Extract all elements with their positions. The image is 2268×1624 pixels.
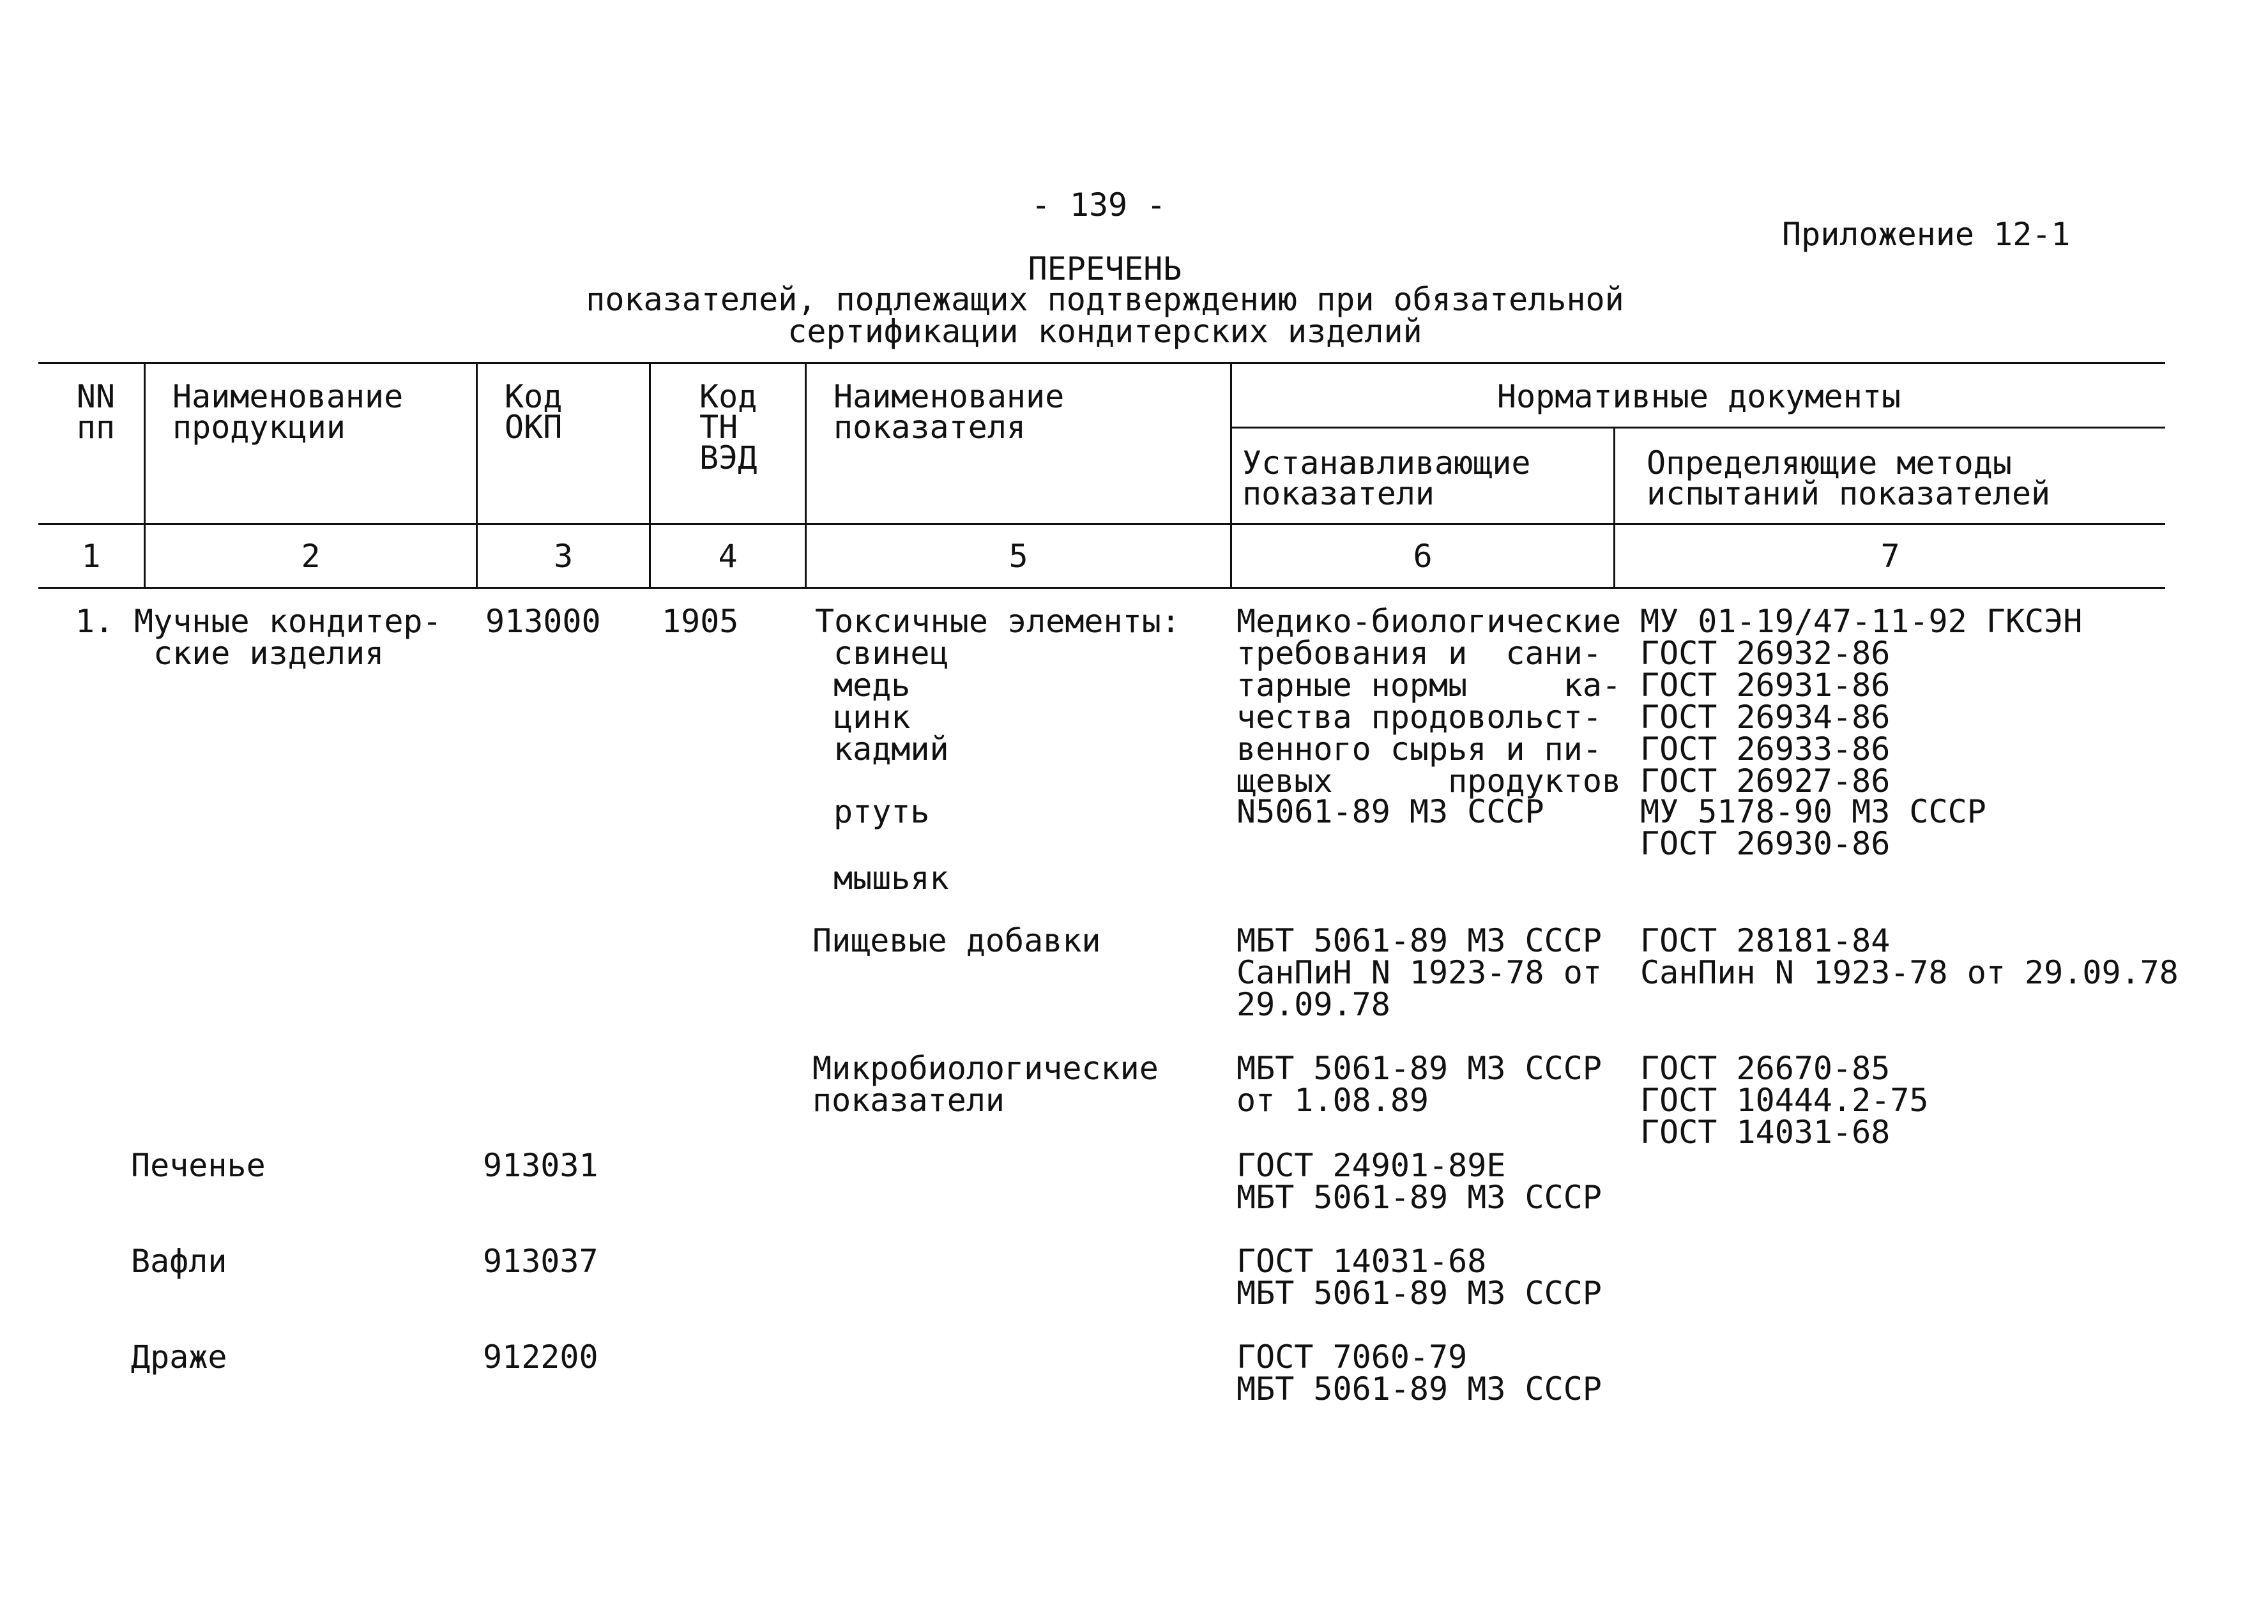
product-name: Мучные кондитер- — [134, 603, 442, 640]
indicator-copper: медь — [833, 667, 911, 704]
header-indicator-name-2: показателя — [833, 409, 1026, 446]
dragee-doc-line: МБТ 5061-89 МЗ СССР — [1237, 1370, 1602, 1408]
indicator-microbiological-2: показатели — [812, 1082, 1005, 1119]
product-cookies: Печенье — [131, 1147, 266, 1184]
toxic-doc-line: венного сырья и пи- — [1237, 731, 1602, 768]
cookies-doc-line: МБТ 5061-89 МЗ СССР — [1237, 1179, 1602, 1216]
micro-method: ГОСТ 26670-85 — [1640, 1050, 1891, 1087]
toxic-method: ГОСТ 26930-86 — [1640, 825, 1891, 862]
header-product-name-2: продукции — [172, 409, 346, 446]
header-tnved-3: ВЭД — [699, 439, 757, 476]
toxic-doc-line: щевых продуктов — [1237, 763, 1622, 800]
header-nn: NN — [76, 378, 116, 415]
indicator-mercury: ртуть — [833, 793, 930, 830]
table-top-rule — [38, 362, 2165, 364]
col-number-5: 5 — [1008, 538, 1028, 575]
toxic-doc-line: чества продовольст- — [1237, 699, 1602, 736]
col-number-2: 2 — [301, 538, 321, 575]
dragee-doc-line: ГОСТ 7060-79 — [1237, 1339, 1468, 1376]
toxic-doc-line: Медико-биологические — [1237, 603, 1622, 640]
product-name-2: ские изделия — [153, 635, 384, 672]
col-number-4: 4 — [718, 538, 738, 575]
toxic-method: ГОСТ 26933-86 — [1640, 731, 1891, 768]
indicator-food-additives: Пищевые добавки — [812, 922, 1101, 959]
col-number-1: 1 — [81, 538, 101, 575]
indicator-microbiological: Микробиологические — [812, 1050, 1159, 1087]
indicator-lead: свинец — [833, 635, 949, 672]
additives-method: ГОСТ 28181-84 — [1640, 922, 1891, 959]
title-line-1: ПЕРЕЧЕНЬ — [1028, 250, 1182, 287]
appendix-label: Приложение 12-1 — [1782, 216, 2071, 253]
header-test-methods-2: испытаний показателей — [1647, 475, 2051, 512]
page-number: - 139 - — [1031, 186, 1166, 224]
header-indicator-name: Наименование — [833, 378, 1065, 415]
additives-doc-line: МБТ 5061-89 МЗ СССР — [1237, 922, 1602, 959]
indicator-toxic-elements: Токсичные элементы: — [815, 603, 1180, 640]
item-number: 1. — [75, 603, 114, 640]
group-header-rule — [1231, 427, 2165, 429]
toxic-method: МУ 5178-90 МЗ СССР — [1640, 793, 1986, 830]
micro-method: ГОСТ 10444.2-75 — [1640, 1082, 1929, 1119]
header-tnved: Код — [699, 378, 757, 415]
col-number-3: 3 — [553, 538, 574, 575]
header-establishing: Устанавливающие — [1242, 444, 1531, 482]
toxic-method: ГОСТ 26927-86 — [1640, 763, 1891, 800]
cookies-doc-line: ГОСТ 24901-89Е — [1237, 1147, 1506, 1184]
toxic-method: ГОСТ 26931-86 — [1640, 667, 1891, 704]
micro-doc-line: от 1.08.89 — [1237, 1082, 1429, 1119]
toxic-method: ГОСТ 26932-86 — [1640, 635, 1891, 672]
header-establishing-2: показатели — [1242, 475, 1435, 512]
indicator-arsenic: мышьяк — [833, 860, 949, 897]
additives-method: СанПин N 1923-78 от 29.09.78 — [1640, 954, 2179, 991]
header-test-methods: Определяющие методы — [1647, 444, 2012, 482]
header-okp-2: ОКП — [505, 409, 563, 446]
additives-doc-line: 29.09.78 — [1237, 986, 1390, 1023]
header-pp: пп — [76, 409, 116, 446]
additives-doc-line: СанПиН N 1923-78 от — [1237, 954, 1602, 991]
header-normative-docs: Нормативные документы — [1496, 378, 1901, 415]
toxic-doc-line: требования и сани- — [1237, 635, 1602, 672]
numbers-bottom-rule — [38, 587, 2165, 589]
indicator-cadmium: кадмий — [833, 731, 949, 768]
header-bottom-rule — [38, 523, 2165, 525]
toxic-doc-line: тарные нормы ка- — [1237, 667, 1622, 704]
col-number-6: 6 — [1413, 538, 1433, 575]
micro-doc-line: МБТ 5061-89 МЗ СССР — [1237, 1050, 1602, 1087]
okp-dragee: 912200 — [483, 1339, 598, 1376]
title-line-3: сертификации кондитерских изделий — [788, 313, 1422, 350]
indicator-zinc: цинк — [833, 699, 911, 736]
header-okp: Код — [505, 378, 563, 415]
tnved-code: 1905 — [662, 603, 739, 640]
product-dragee: Драже — [131, 1339, 227, 1376]
header-product-name: Наименование — [172, 378, 404, 415]
okp-cookies: 913031 — [483, 1147, 598, 1184]
title-line-2: показателей, подлежащих подтверждению при обязательной — [586, 281, 1624, 318]
header-tnved-2: ТН — [699, 409, 738, 446]
waffles-doc-line: МБТ 5061-89 МЗ СССР — [1237, 1275, 1602, 1312]
toxic-doc-line: N5061-89 МЗ СССР — [1237, 793, 1544, 830]
waffles-doc-line: ГОСТ 14031-68 — [1237, 1243, 1487, 1280]
toxic-method: ГОСТ 26934-86 — [1640, 699, 1891, 736]
col-number-7: 7 — [1880, 538, 1900, 575]
okp-waffles: 913037 — [483, 1243, 598, 1280]
toxic-method: МУ 01-19/47-11-92 ГКСЭН — [1640, 603, 2083, 640]
okp-code: 913000 — [485, 603, 601, 640]
product-waffles: Вафли — [131, 1243, 227, 1280]
micro-method: ГОСТ 14031-68 — [1640, 1114, 1891, 1151]
